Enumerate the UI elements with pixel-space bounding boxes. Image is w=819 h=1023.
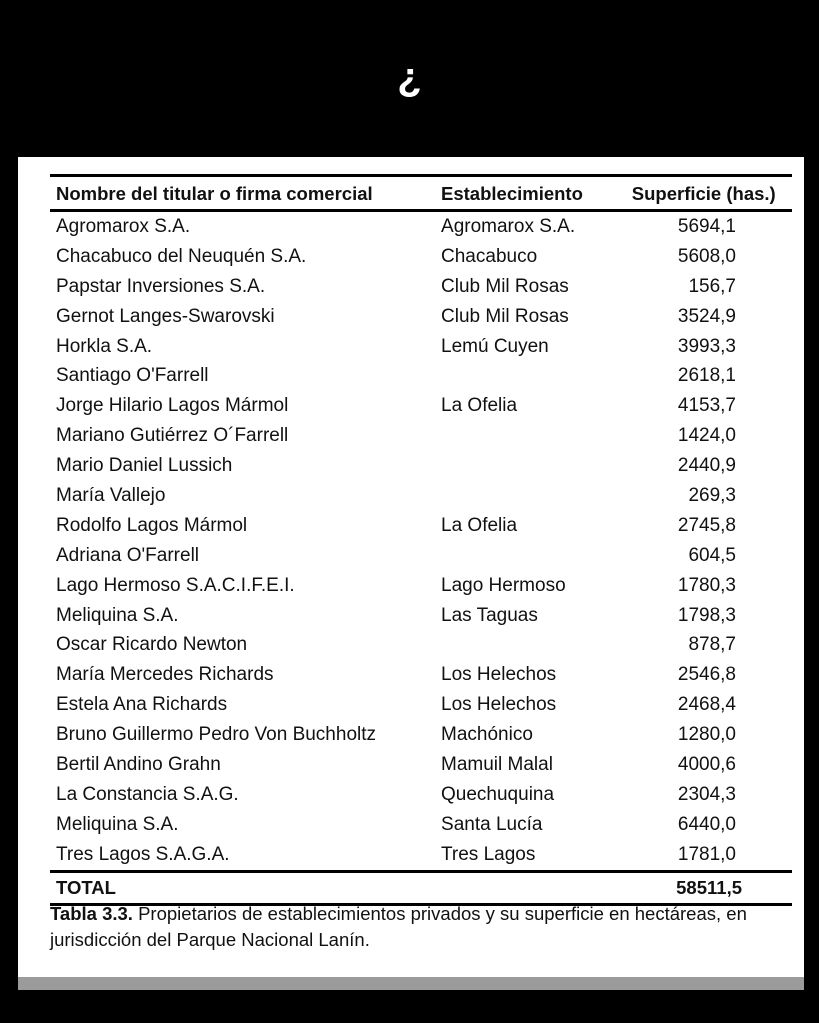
cell-establecimiento: La Ofelia bbox=[441, 514, 518, 536]
cell-establecimiento bbox=[435, 630, 613, 660]
table-row bbox=[50, 630, 792, 660]
table-row bbox=[50, 211, 792, 242]
landowners-table bbox=[50, 174, 792, 906]
cell-superficie: 2546,8 bbox=[677, 664, 736, 686]
cell-titular: Meliquina S.A. bbox=[56, 604, 179, 626]
cell-establecimiento: Los Helechos bbox=[441, 664, 557, 686]
cell-titular: Meliquina S.A. bbox=[56, 813, 179, 835]
cell-titular: Lago Hermoso S.A.C.I.F.E.I. bbox=[56, 574, 295, 596]
total-empty-cell bbox=[435, 871, 613, 904]
cell-establecimiento: Club Mil Rosas bbox=[441, 305, 569, 327]
top-glyph: ¿ bbox=[397, 55, 422, 99]
cell-titular: Tres Lagos S.A.G.A. bbox=[56, 843, 230, 865]
table-row bbox=[50, 810, 792, 840]
caption-text: Propietarios de establecimientos privados y su superficie en hectáreas, en jurisdicción del Parque Nacional Lanín. bbox=[50, 903, 747, 950]
table-row bbox=[50, 720, 792, 750]
cell-titular: Santiago O'Farrell bbox=[56, 365, 209, 387]
cell-establecimiento bbox=[435, 481, 613, 511]
cell-titular: Adriana O'Farrell bbox=[56, 544, 200, 566]
cell-establecimiento bbox=[435, 451, 613, 481]
cell-superficie: 6440,0 bbox=[677, 813, 736, 835]
table-row bbox=[50, 601, 792, 631]
cell-establecimiento: La Ofelia bbox=[441, 395, 518, 417]
cell-establecimiento: Tres Lagos bbox=[441, 843, 536, 865]
cell-establecimiento: Los Helechos bbox=[441, 694, 557, 716]
caption-label: Tabla 3.3. bbox=[50, 903, 133, 924]
table-row bbox=[50, 571, 792, 601]
cell-titular: Rodolfo Lagos Mármol bbox=[56, 514, 248, 536]
cell-titular: Jorge Hilario Lagos Mármol bbox=[56, 395, 289, 417]
cell-superficie: 604,5 bbox=[688, 544, 736, 566]
cell-superficie: 878,7 bbox=[688, 634, 736, 656]
cell-superficie: 4000,6 bbox=[677, 753, 736, 775]
table-row bbox=[50, 391, 792, 421]
cell-titular: Horkla S.A. bbox=[56, 335, 153, 357]
table-row bbox=[50, 660, 792, 690]
cell-titular: Papstar Inversiones S.A. bbox=[56, 275, 266, 297]
cell-titular: María Vallejo bbox=[56, 484, 166, 506]
cell-superficie: 156,7 bbox=[688, 275, 736, 297]
cell-superficie: 2440,9 bbox=[677, 455, 736, 477]
cell-establecimiento: Quechuquina bbox=[441, 783, 555, 805]
cell-establecimiento: Santa Lucía bbox=[441, 813, 543, 835]
cell-titular: Estela Ana Richards bbox=[56, 694, 228, 716]
cell-establecimiento: Las Taguas bbox=[441, 604, 538, 626]
cell-establecimiento: Lemú Cuyen bbox=[441, 335, 549, 357]
cell-superficie: 1798,3 bbox=[677, 604, 736, 626]
table-row bbox=[50, 242, 792, 272]
cell-superficie: 5694,1 bbox=[677, 215, 736, 237]
cell-superficie: 1280,0 bbox=[677, 724, 736, 746]
cell-establecimiento bbox=[435, 421, 613, 451]
cell-superficie: 269,3 bbox=[688, 484, 736, 506]
document-sheet bbox=[18, 157, 804, 977]
cell-establecimiento: Agromarox S.A. bbox=[441, 215, 576, 237]
total-label: TOTAL bbox=[50, 871, 435, 904]
table-row bbox=[50, 840, 792, 871]
table-row bbox=[50, 780, 792, 810]
header-superficie: Superficie (has.) bbox=[613, 176, 792, 211]
cell-titular: Bruno Guillermo Pedro Von Buchholtz bbox=[56, 724, 377, 746]
table-body bbox=[50, 211, 792, 872]
cell-titular: Chacabuco del Neuquén S.A. bbox=[56, 245, 307, 267]
header-titular: Nombre del titular o firma comercial bbox=[50, 176, 435, 211]
header-establecimiento: Establecimiento bbox=[435, 176, 613, 211]
cell-titular: Oscar Ricardo Newton bbox=[56, 634, 248, 656]
cell-superficie: 1424,0 bbox=[677, 425, 736, 447]
cell-establecimiento: Mamuil Malal bbox=[441, 753, 553, 775]
table-row bbox=[50, 272, 792, 302]
cell-titular: Agromarox S.A. bbox=[56, 215, 191, 237]
cell-superficie: 2304,3 bbox=[677, 783, 736, 805]
table-row bbox=[50, 541, 792, 571]
cell-establecimiento bbox=[435, 361, 613, 391]
cell-superficie: 2745,8 bbox=[677, 514, 736, 536]
table-row bbox=[50, 421, 792, 451]
table-row bbox=[50, 481, 792, 511]
table-row bbox=[50, 750, 792, 780]
cell-titular: Mariano Gutiérrez O´Farrell bbox=[56, 425, 289, 447]
table-row bbox=[50, 511, 792, 541]
cell-establecimiento: Chacabuco bbox=[441, 245, 538, 267]
cell-establecimiento: Lago Hermoso bbox=[441, 574, 566, 596]
cell-establecimiento: Machónico bbox=[441, 724, 533, 746]
cell-titular: Bertil Andino Grahn bbox=[56, 753, 221, 775]
cell-establecimiento bbox=[435, 541, 613, 571]
table-caption bbox=[50, 901, 750, 953]
cell-superficie: 4153,7 bbox=[677, 395, 736, 417]
cell-superficie: 3993,3 bbox=[677, 335, 736, 357]
total-row bbox=[50, 871, 792, 904]
table-row bbox=[50, 690, 792, 720]
table-row bbox=[50, 451, 792, 481]
table-row bbox=[50, 332, 792, 362]
cell-superficie: 2618,1 bbox=[677, 365, 736, 387]
bottom-scrollbar bbox=[18, 977, 804, 990]
cell-titular: María Mercedes Richards bbox=[56, 664, 274, 686]
cell-superficie: 5608,0 bbox=[677, 245, 736, 267]
cell-superficie: 1780,3 bbox=[677, 574, 736, 596]
table-row bbox=[50, 361, 792, 391]
cell-superficie: 3524,9 bbox=[677, 305, 736, 327]
cell-titular: Gernot Langes-Swarovski bbox=[56, 305, 275, 327]
total-value: 58511,5 bbox=[613, 871, 792, 904]
cell-titular: La Constancia S.A.G. bbox=[56, 783, 239, 805]
cell-establecimiento: Club Mil Rosas bbox=[441, 275, 569, 297]
cell-superficie: 2468,4 bbox=[677, 694, 736, 716]
table-row bbox=[50, 302, 792, 332]
cell-superficie: 1781,0 bbox=[677, 843, 736, 865]
table-header-row bbox=[50, 176, 792, 211]
cell-titular: Mario Daniel Lussich bbox=[56, 455, 233, 477]
